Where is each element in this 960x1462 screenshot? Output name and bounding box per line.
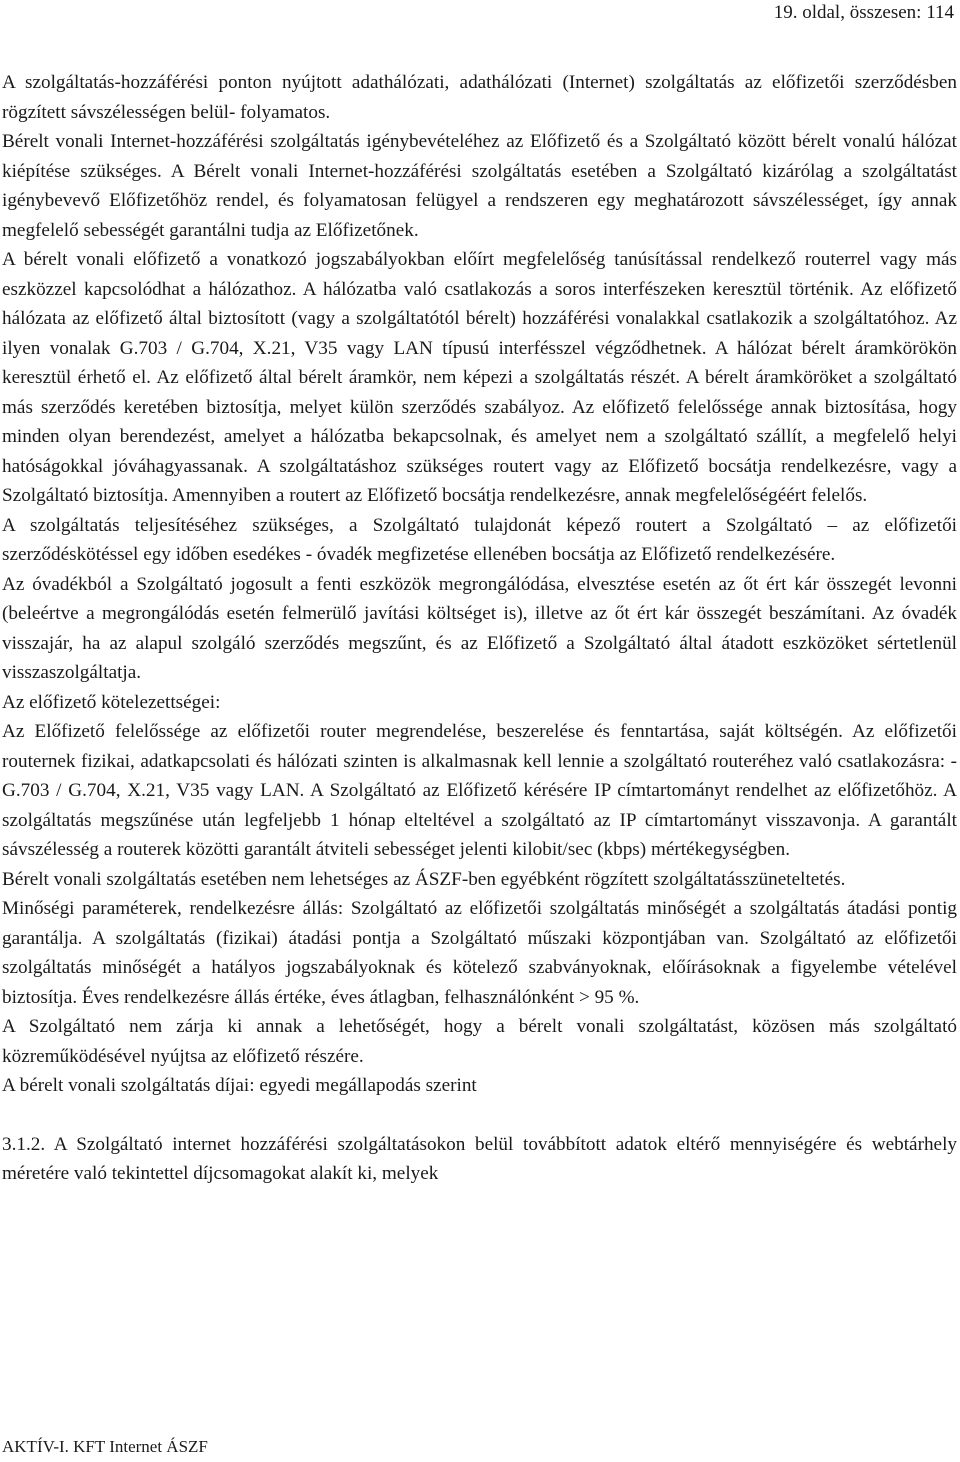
paragraph-no-suspension: Bérelt vonali szolgáltatás esetében nem lehetséges az ÁSZF-ben egyébként rögzített szolgáltatásszüneteltetés. [2, 868, 846, 890]
paragraph-leased-line-intro: Bérelt vonali Internet-hozzáférési szolgáltatás igénybevételéhez az Előfizető és a Szolgáltató között bérelt vonalú hálózat kiépítése szükséges. A Bérelt vonali Internet-hozzáférési szolgáltatás esetében a Szolgáltató kizárólag a szolgáltatást igénybevevő Előfizetőhöz rendel, és folyamatosan felügyel a rendszeren egy meghatározott sávszélességet, így annak megfelelő sebességét garantálni tudja az Előfizetőnek. [2, 131, 957, 241]
paragraph-subscriber-obligations: Az Előfizető felelőssége az előfizetői router megrendelése, beszerelése és fenntartása, saját költségén. Az előfizetői routernek fizikai, adatkapcsolati és hálózati szinten is alkalmasnak kell lennie a szolgáltató routeréhez való csatlakozásra: - G.703 / G.704, X.21, V35 vagy LAN. A Szolgáltató az Előfizető kérésére IP címtartományt rendelhet az előfizetőhöz. A szolgáltatás megszűnése után legfeljebb 1 hónap elteltével a szolgáltató az IP címtartományt visszavonja. A garantált sávszélesség a routerek közötti garantált átviteli sebességet jelenti kilobit/sec (kbps) mértékegységben. [2, 721, 957, 860]
page-number: 19. oldal, összesen: 114 [773, 2, 954, 23]
section-3-1-2: 3.1.2. A Szolgáltató internet hozzáférési szolgáltatásokon belül továbbított adatok eltérő mennyiségére és webtárhely méretére való tekintettel díjcsomagokat alakít ki, melyek [2, 1133, 957, 1184]
paragraph-quality-parameters: Minőségi paraméterek, rendelkezésre állás: Szolgáltató az előfizetői szolgáltatás minőségét a szolgáltatás átadási pontig garantálja. A szolgáltatás (fizikai) átadási pontja a Szolgáltató műszaki központjában van. Szolgáltató az előfizetői szolgáltatás minőségét a hatályos jogszabályoknak és kötelező szabványoknak, előírásoknak a figyelembe vételével biztosítja. Éves rendelkezésre állás értéke, éves átlagban, felhasználónként > 95 %. [2, 898, 957, 1008]
document-body [2, 68, 957, 1189]
paragraph-joint-provision: A Szolgáltató nem zárja ki annak a lehetőségét, hogy a bérelt vonali szolgáltatást, közösen más szolgáltató közreműködésével nyújtsa az előfizető részére. [2, 1016, 957, 1067]
paragraph-deposit-terms: Az óvadékból a Szolgáltató jogosult a fenti eszközök megrongálódása, elvesztése esetén az őt ért kár összegét levonni (beleértve a megrongálódás esetén felmerülő javítási költséget is), illetve az őt ért kár összegét beszámítani. Az óvadék visszajár, ha az alapul szolgáló szerződés megszűnt, és az Előfizető a Szolgáltató által átadott eszközöket sértetlenül visszaszolgáltatja. [2, 573, 957, 683]
paragraph-router-deposit: A szolgáltatás teljesítéséhez szükséges, a Szolgáltató tulajdonát képező routert a Szolgáltató – az előfizetői szerződéskötéssel egy időben esedékes - óvadék megfizetése ellenében bocsátja az Előfizető rendelkezésére. [2, 514, 957, 565]
paragraph-fees: A bérelt vonali szolgáltatás díjai: egyedi megállapodás szerint [2, 1075, 477, 1096]
paragraph-availability: A szolgáltatás-hozzáférési ponton nyújtott adathálózati, adathálózati (Internet) szolgáltatás az előfizetői szerződésben rögzített sávszélességen belül- folyamatos. [2, 72, 957, 123]
subscriber-obligations-heading: Az előfizető kötelezettségei: [2, 691, 221, 713]
paragraph-router-connection: A bérelt vonali előfizető a vonatkozó jogszabályokban előírt megfelelőség tanúsítással rendelkező routerrel vagy más eszközzel kapcsolódhat a hálózathoz. A hálózatba való csatlakozás a soros interfészeken keresztül történik. Az előfizető hálózata az előfizető által biztosított (vagy a szolgáltatótól bérelt) hozzáférési vonalakkal csatlakozik a szolgáltatóhoz. Az ilyen vonalak G.703 / G.704, X.21, V35 vagy LAN típusú interfésszel végződhetnek. A hálózat bérelt áramkörökön keresztül érhető el. Az előfizető által bérelt áramkör, nem képezi a szolgáltatás részét. A bérelt áramköröket a szolgáltató más szerződés keretében biztosítja, melyet külön szerződés szabályoz. Az előfizető felelőssége annak biztosítása, hogy minden olyan berendezést, amelyet a hálózatba bekapcsolnak, és amelyet nem a szolgáltató szállít, a megfelelő helyi hatóságokkal jóváhagyassanak. A szolgáltatáshoz szükséges routert vagy az Előfizető bocsátja rendelkezésre, vagy a Szolgáltató biztosítja. Amennyiben a routert az Előfizető bocsátja rendelkezésre, annak megfelelőségéért felelős. [2, 249, 957, 506]
document-footer: AKTÍV-I. KFT Internet ÁSZF [2, 1437, 208, 1456]
